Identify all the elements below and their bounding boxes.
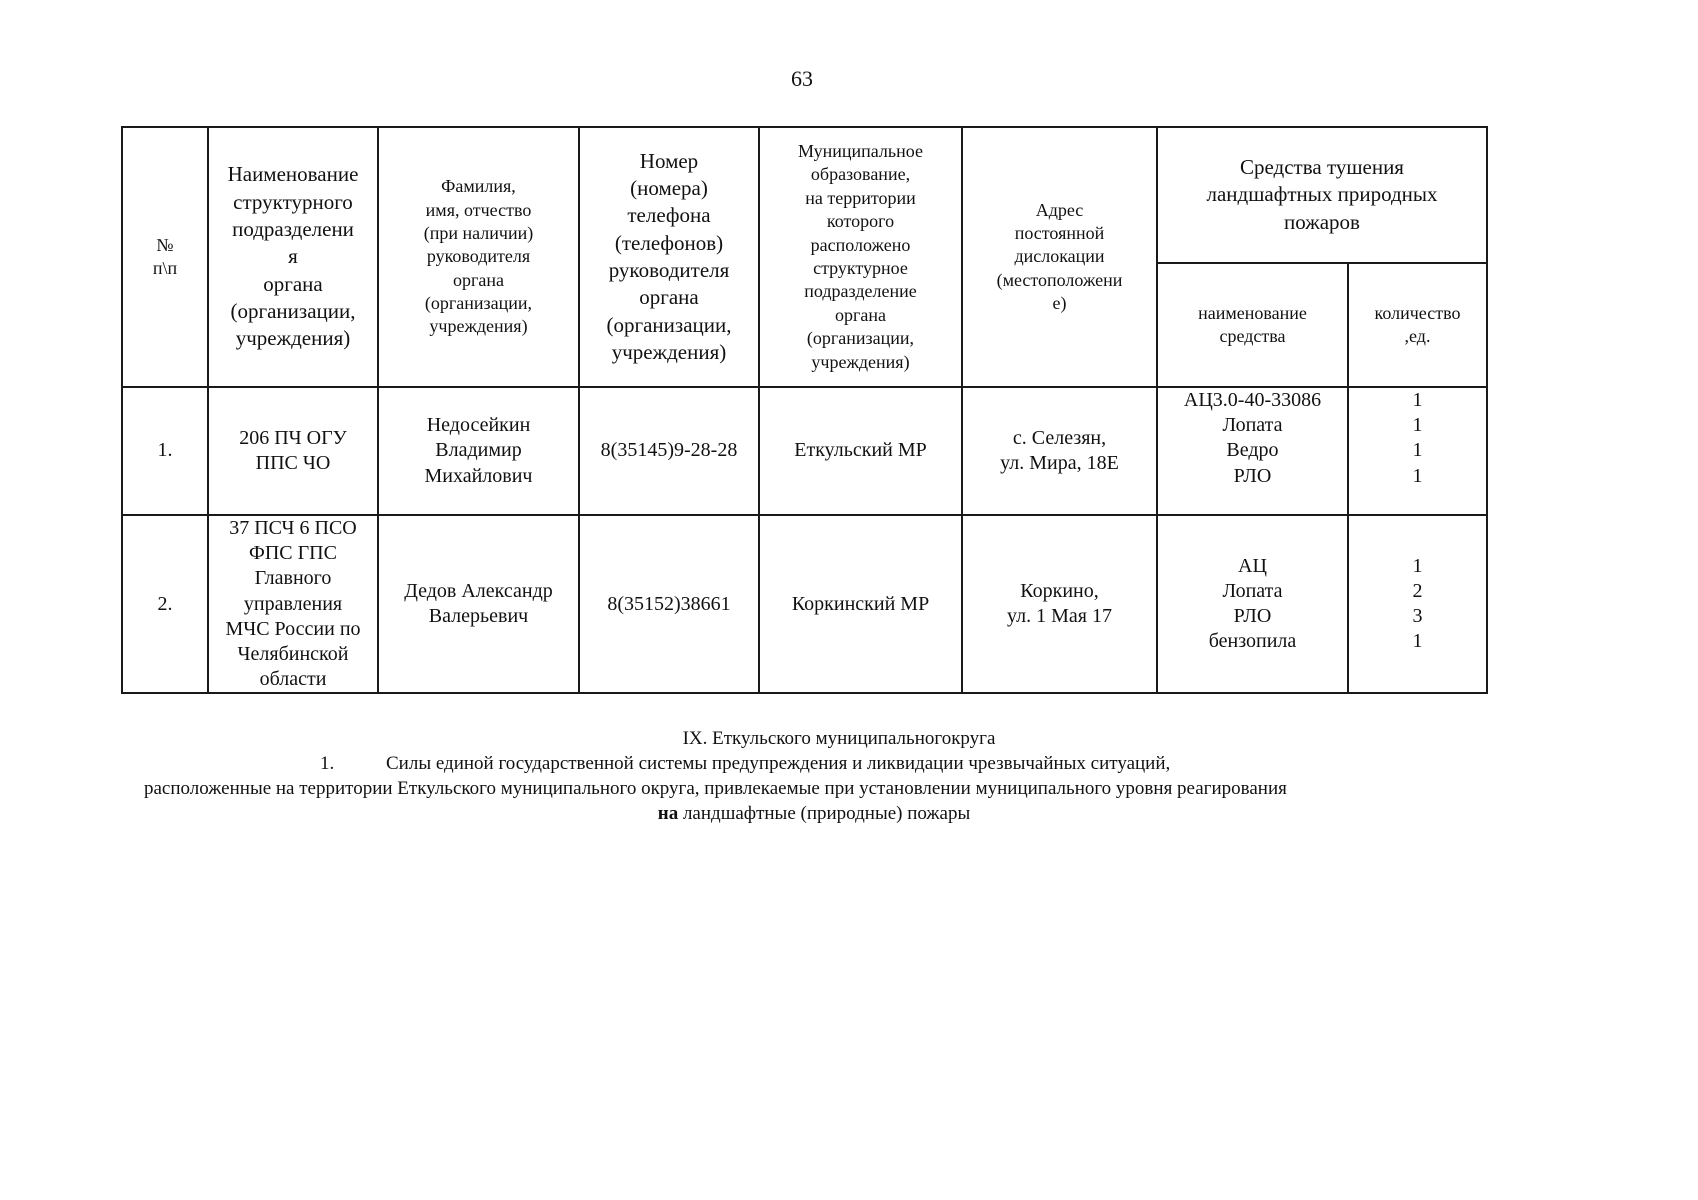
header-unit-name: Наименование структурного подразделени я органа (организации, учреждения)	[208, 127, 378, 387]
cell-number: 1.	[122, 387, 208, 515]
cell-address: Коркино, ул. 1 Мая 17	[962, 515, 1157, 693]
table-row	[122, 515, 1487, 693]
cell-unit: 37 ПСЧ 6 ПСО ФПС ГПС Главного управления МЧС России по Челябинской области	[208, 515, 378, 693]
section-line-3	[0, 801, 1568, 826]
table-row	[122, 387, 1487, 515]
section-line-3-text: ландшафтные (природные) пожары	[678, 803, 971, 824]
section-item-text: Силы единой государственной системы предупреждения и ликвидации чрезвычайных ситуаций,	[386, 753, 1171, 774]
cell-phone: 8(35152)38661	[579, 515, 759, 693]
header-phone: Номер (номера) телефона (телефонов) руководителя органа (организации, учреждения)	[579, 127, 759, 387]
cell-municipality: Еткульский МР	[759, 387, 962, 515]
section-item	[0, 751, 1568, 776]
header-address: Адрес постоянной дислокации (местоположени е)	[962, 127, 1157, 387]
cell-phone: 8(35145)9-28-28	[579, 387, 759, 515]
cell-address: с. Селезян, ул. Мира, 18Е	[962, 387, 1157, 515]
section-heading	[0, 726, 1568, 826]
page-number: 63	[791, 66, 813, 91]
cell-means: АЦ3.0-40-33086 Лопата Ведро РЛО	[1157, 387, 1348, 515]
cell-quantity: 1 1 1 1	[1348, 387, 1487, 515]
table-header	[122, 127, 1487, 387]
section-title: IX. Еткульского муниципальногокруга	[682, 728, 996, 749]
header-head-name: Фамилия, имя, отчество (при наличии) руководителя органа (организации, учреждения)	[378, 127, 579, 387]
cell-quantity: 1 2 3 1	[1348, 515, 1487, 693]
header-number: № п\п	[122, 127, 208, 387]
cell-municipality: Коркинский МР	[759, 515, 962, 693]
header-municipality: Муниципальное образование, на территории которого расположено структурное подразделение органа (организации, учреждения)	[759, 127, 962, 387]
section-item-number: 1.	[320, 753, 335, 774]
forces-table	[121, 126, 1488, 694]
header-means-quantity: количество ,ед.	[1348, 263, 1487, 387]
cell-unit: 206 ПЧ ОГУ ППС ЧО	[208, 387, 378, 515]
cell-number: 2.	[122, 515, 208, 693]
cell-means: АЦ Лопата РЛО бензопила	[1157, 515, 1348, 693]
section-line-3-bold: на	[657, 803, 679, 824]
cell-head: Дедов Александр Валерьевич	[378, 515, 579, 693]
header-extinguishing-means: Средства тушения ландшафтных природных пожаров	[1157, 127, 1487, 263]
cell-head: Недосейкин Владимир Михайлович	[378, 387, 579, 515]
section-line-2: расположенные на территории Еткульского муниципального округа, привлекаемые при установлении муниципального уровня реагирования	[144, 778, 1287, 799]
header-means-name: наименование средства	[1157, 263, 1348, 387]
